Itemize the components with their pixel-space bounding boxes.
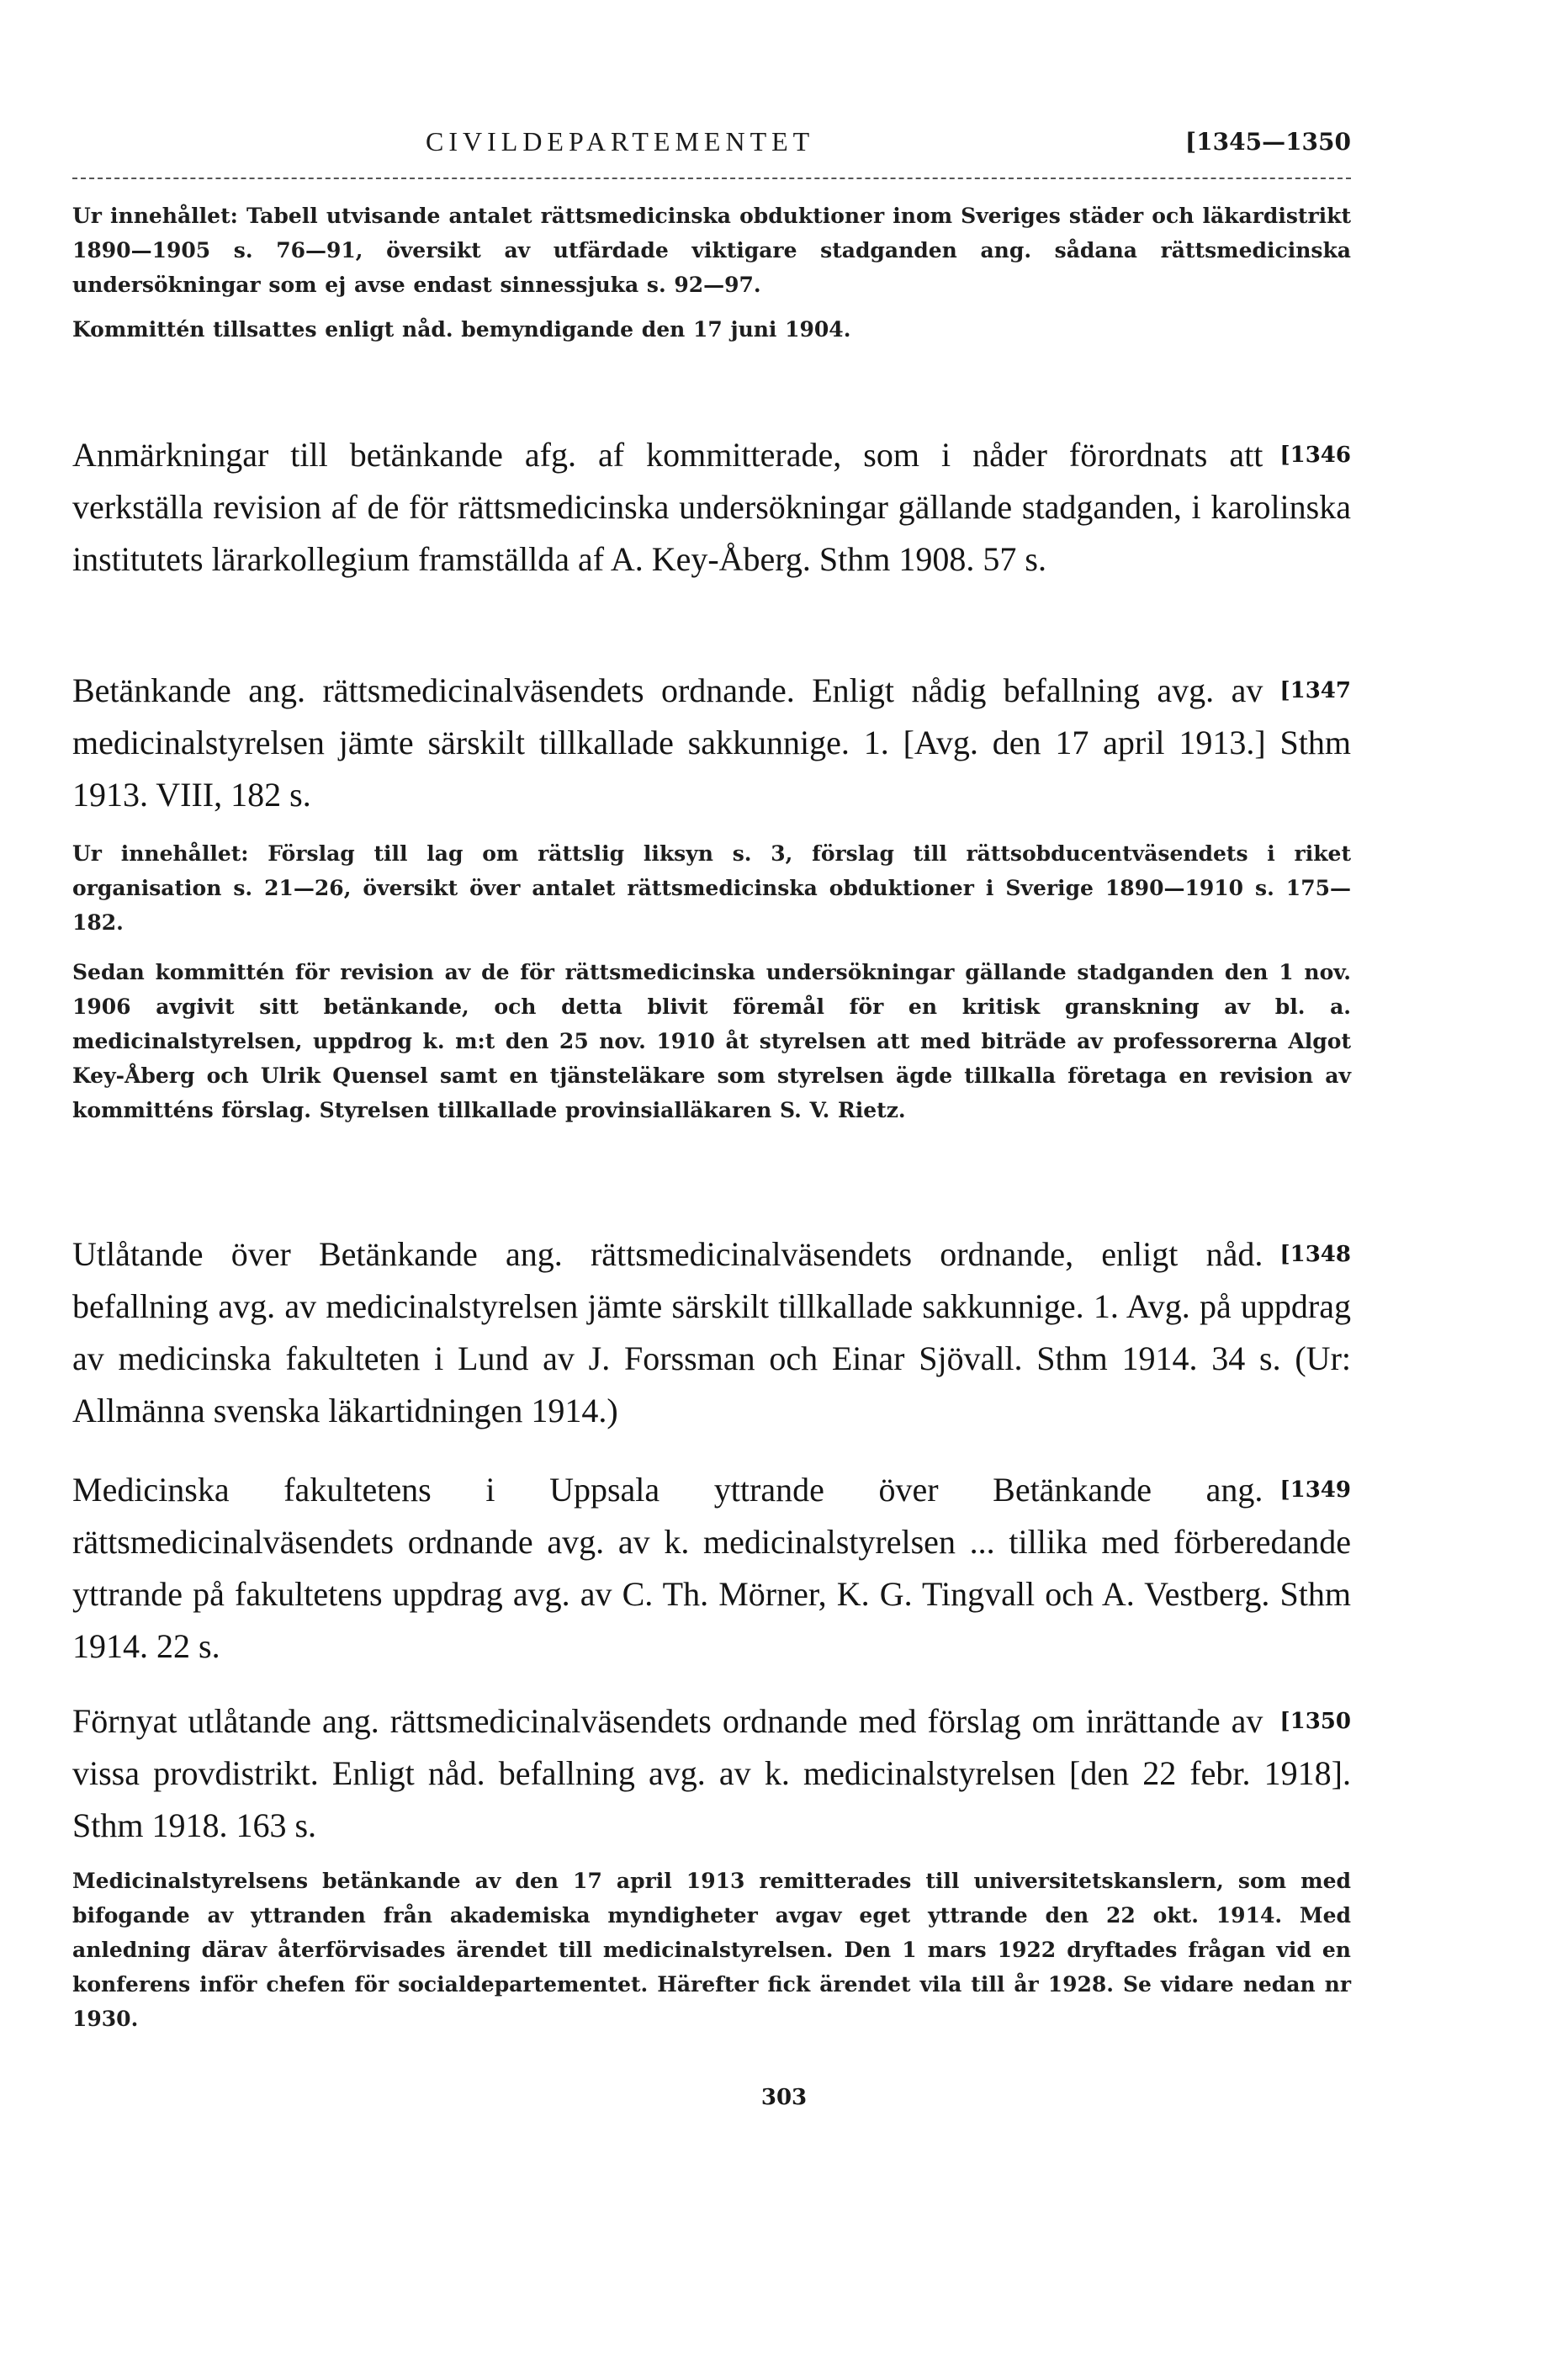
header-entry-range: [1345—1350 (1184, 128, 1351, 156)
committee-note-text: Kommittén tillsattes enligt nåd. bemyndigande den 17 juni 1904. (72, 317, 851, 342)
contents-note-text: Ur innehållet: Tabell utvisande antalet rättsmedicinska obduktioner inom Sveriges städer och läkardistrikt 1890—1905 s. 76—91, översikt av utfärdade viktigare stadganden ang. sådana rättsmedicinska undersökningar som ej avse endast sinnessjuka s. 92—97. (72, 204, 1351, 297)
entry-text (72, 429, 1351, 586)
bibliography-entry-1349 (72, 1464, 1351, 1673)
entry-number: [1348 (1279, 1242, 1351, 1267)
page-number: 303 (760, 2085, 808, 2110)
entry-text (72, 1228, 1351, 1437)
entry-text (72, 1695, 1351, 1852)
entry-number: [1346 (1279, 443, 1351, 468)
entry-text (72, 1464, 1351, 1673)
entry-title: Medicinska fakultetens i Uppsala yttrande över Betänkande ang. rättsmedicinalväsendets ordnande avg. av k. medicinalstyrelsen ... tillika med förberedande yttrande på fakultetens uppdrag avg. av C. Th. Mörner, K. G. Tingvall och A. Vestberg. Sthm 1914. 22 s. (72, 1471, 1351, 1665)
header-rule (72, 178, 1351, 179)
entry-title: Förnyat utlåtande ang. rättsmedicinalväsendets ordnande med förslag om inrättande av vissa provdistrikt. Enligt nåd. befallning avg. av k. medicinalstyrelsen [den 22 febr. 1918]. Sthm 1918. 163 s. (72, 1702, 1351, 1844)
contents-note-1345 (72, 199, 1351, 347)
entry-number: [1349 (1279, 1477, 1351, 1503)
page-header (72, 126, 1351, 177)
bibliography-entry-1347 (72, 665, 1351, 1127)
entry-title: Utlåtande över Betänkande ang. rättsmedicinalväsendets ordnande, enligt nåd. befallning avg. av medicinalstyrelsen jämte särskilt tillkallade sakkunnige. 1. Avg. på uppdrag av medicinska fakulteten i Lund av J. Forssman och Einar Sjövall. Sthm 1914. 34 s. (Ur: Allmänna svenska läkartidningen 1914.) (72, 1235, 1351, 1429)
entry-text (72, 665, 1351, 821)
history-note-text: Sedan kommittén för revision av de för rättsmedicinska undersökningar gällande stadganden den 1 nov. 1906 avgivit sitt betänkande, och detta blivit föremål för en kritisk granskning av bl. a. medicinalstyrelsen, uppdrog k. m:t den 25 nov. 1910 åt styrelsen att med biträde av professorerna Algot Key-Åberg och Ulrik Quensel samt en tjänsteläkare som styrelsen ägde tillkalla företaga en revision av kommitténs förslag. Styrelsen tillkallade provinsialläkaren S. V. Rietz. (72, 960, 1351, 1122)
history-note-text: Medicinalstyrelsens betänkande av den 17 april 1913 remitterades till universitetskanslern, som med bifogande av yttranden från akademiska myndigheter avgav eget yttrande den 22 okt. 1914. Med anledning därav återförvisades ärendet till medicinalstyrelsen. Den 1 mars 1922 dryftades frågan vid en konferens inför chefen för socialdepartementet. Härefter fick ärendet vila till år 1928. Se vidare nedan nr 1930. (72, 1869, 1351, 2031)
entry-title: Anmärkningar till betänkande afg. af kommitterade, som i nåder förordnats att verkställa revision af de för rättsmedicinska undersökningar gällande stadganden, i karolinska institutets lärarkollegium framställda af A. Key-Åberg. Sthm 1908. 57 s. (72, 436, 1351, 578)
running-title: CIVILDEPARTEMENTET (426, 126, 815, 156)
bibliography-entry-1350 (72, 1695, 1351, 2036)
contents-note-text: Ur innehållet: Förslag till lag om rättslig liksyn s. 3, förslag till rättsobducentväsendets i riket organisation s. 21—26, översikt över antalet rättsmedicinska obduktioner i Sverige 1890—1910 s. 175—182. (72, 841, 1351, 935)
entry-number: [1350 (1279, 1709, 1351, 1734)
entry-number: [1347 (1279, 678, 1351, 703)
bibliography-entry-1348 (72, 1228, 1351, 1437)
bibliography-entry-1346 (72, 429, 1351, 586)
entry-title: Betänkande ang. rättsmedicinalväsendets ordnande. Enligt nådig befallning avg. av medicinalstyrelsen jämte särskilt tillkallade sakkunnige. 1. [Avg. den 17 april 1913.] Sthm 1913. VIII, 182 s. (72, 671, 1351, 814)
